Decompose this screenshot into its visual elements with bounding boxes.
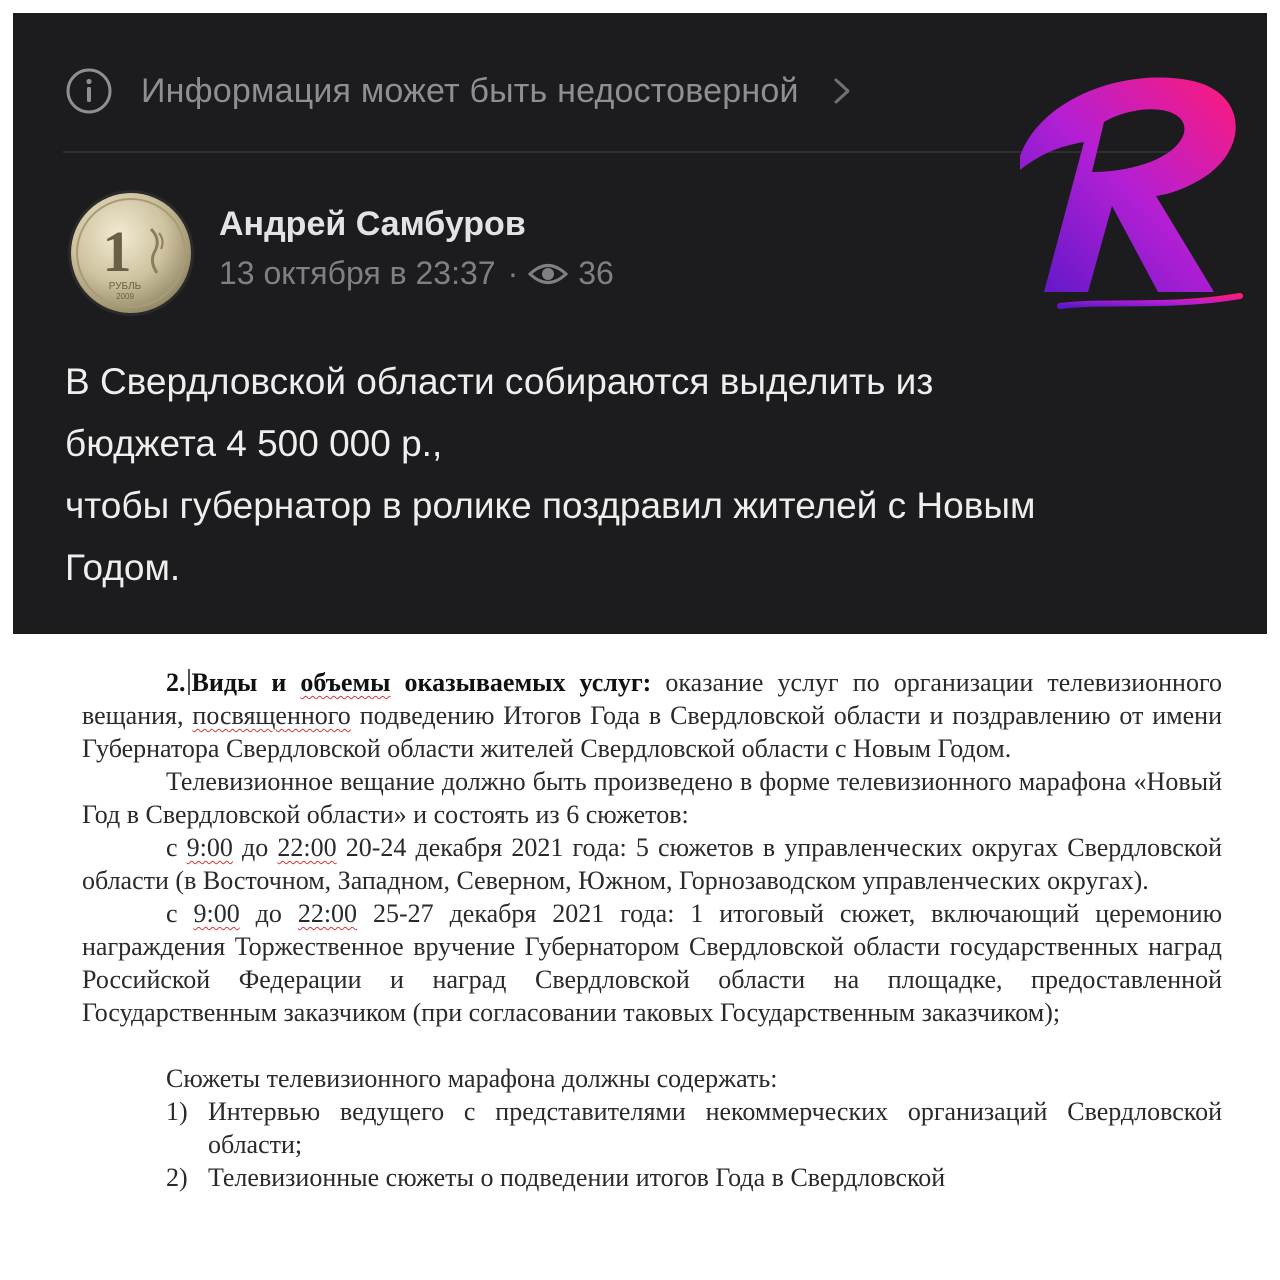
doc-text: с [166,899,194,928]
section-title: оказываемых услуг: [390,668,652,697]
avatar[interactable] [67,189,195,317]
section-number: 2. [166,668,186,697]
misspelled-word: объемы [300,668,391,697]
author-name[interactable]: Андрей Самбуров [219,205,526,243]
info-circle-icon [65,67,113,115]
post-text-line: Годом. [65,547,181,588]
time-end: 22:00 [277,833,337,862]
meta-separator: · [507,255,519,291]
post-text-line: чтобы губернатор в ролике поздравил жителей с Новым [65,485,1036,526]
post-text-line: бюджета 4 500 000 р., [65,423,443,464]
doc-paragraph: Телевизионное вещание должно быть произведено в форме телевизионного марафона «Новый Год в Свердловской области» и состоять из 6 сюжетов: [82,767,1222,829]
doc-paragraph: Сюжеты телевизионного марафона должны содержать: [166,1064,778,1093]
post-text-line: В Свердловской области собираются выделить из [65,361,934,402]
doc-text: до [232,833,278,862]
section-title: Виды и [191,668,301,697]
doc-paragraph [82,897,1222,1029]
time-end: 22:00 [297,899,358,928]
eye-icon [528,261,568,287]
text-cursor [188,669,190,695]
list-item [82,1095,1222,1161]
doc-text: 20-24 декабря 2021 года: 5 сюжетов в управленческих округах Свердловской области (в Восточном, Западном, Северном, Южном, Горнозаводском управленческих округах). [82,833,1222,895]
list-number: 2) [166,1163,188,1192]
post-text [65,351,1215,599]
doc-text: подведению Итогов Года в Свердловской области и поздравлению от имени Губернатора Свердловской области жителей Свердловской области с Новым Годом. [82,701,1223,763]
coin-year: 2009 [116,292,134,301]
channel-logo [1000,60,1260,320]
time-start: 9:00 [186,833,233,862]
warning-text: Информация может быть недостоверной [141,71,799,110]
coin-numeral: 1 [102,219,132,284]
list-text: Интервью ведущего с представителями некоммерческих организаций Свердловской области; [208,1097,1222,1159]
chevron-right-icon [831,76,853,106]
list-item [82,1161,1222,1194]
coin-caption: РУБЛЬ [108,281,142,292]
time-start: 9:00 [193,899,240,928]
misspelled-word: посвященного [192,701,351,730]
list-text: Телевизионные сюжеты о подведении итогов Года в Свердловской [208,1163,946,1192]
list-number: 1) [166,1097,188,1126]
doc-text: до [239,899,298,928]
doc-paragraph [82,831,1222,897]
view-count: 36 [578,255,614,291]
doc-text: 25-27 декабря 2021 года: 1 итоговый сюжет, включающий церемонию награждения Торжественное вручение Губернатором Свердловской области государственных наград Российской Федерации и наград Свердловской области на площадке, предоставленной Государственным заказчиком (при согласовании таковых Государственным заказчиком); [82,899,1222,1027]
post-timestamp: 13 октября в 23:37 [219,255,496,291]
misinformation-warning[interactable] [65,61,853,121]
doc-text: с [166,833,187,862]
post-meta [219,255,614,292]
doc-paragraph [82,666,1222,765]
doc-text: оказание услуг по организации телевизионного вещания, [82,668,1222,730]
document-excerpt [82,666,1222,1194]
